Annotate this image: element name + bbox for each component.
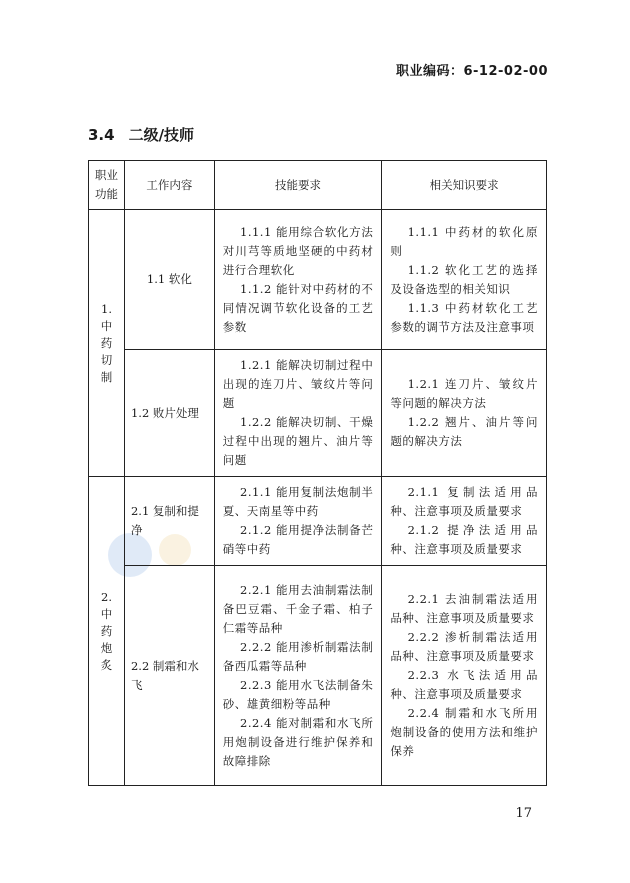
content-cell: 2.2 制霜和水飞 xyxy=(124,566,214,786)
knowledge-cell: 2.2.1 去油制霜法适用品种、注意事项及质量要求 2.2.2 渗析制霜法适用品种、注意事项及质量要求 2.2.3 水飞法适用品种、注意事项及质量要求 2.2.4 制霜和水飞所用炮制设备的使用方法和维护保养 xyxy=(382,566,547,786)
knowledge-cell: 1.2.1 连刀片、皱纹片等问题的解决方法 1.2.2 翘片、油片等问题的解决方法 xyxy=(382,350,547,477)
table-header-row xyxy=(89,161,547,210)
table-row xyxy=(89,566,547,786)
header-knowledge: 相关知识要求 xyxy=(382,161,547,210)
header-skills: 技能要求 xyxy=(214,161,382,210)
section-title: 二级/技师 xyxy=(128,126,195,144)
table-row xyxy=(89,210,547,350)
section-heading xyxy=(88,124,194,145)
header-content: 工作内容 xyxy=(124,161,214,210)
content-cell: 1.1 软化 xyxy=(124,210,214,350)
function-cell: 1. 中 药 切 制 xyxy=(89,210,125,477)
section-number: 3.4 xyxy=(88,126,115,144)
knowledge-cell: 2.1.1 复制法适用品种、注意事项及质量要求 2.1.2 提净法适用品种、注意事项及质量要求 xyxy=(382,477,547,566)
skills-cell: 1.2.1 能解决切制过程中出现的连刀片、皱纹片等问题 1.2.2 能解决切制、干燥过程中出现的翘片、油片等问题 xyxy=(214,350,382,477)
knowledge-cell: 1.1.1 中药材的软化原则 1.1.2 软化工艺的选择及设备选型的相关知识 1.1.3 中药材软化工艺参数的调节方法及注意事项 xyxy=(382,210,547,350)
skills-cell: 1.1.1 能用综合软化方法对川芎等质地坚硬的中药材进行合理软化 1.1.2 能针对中药材的不同情况调节软化设备的工艺参数 xyxy=(214,210,382,350)
skills-table xyxy=(88,160,547,786)
table-row xyxy=(89,350,547,477)
table-row xyxy=(89,477,547,566)
skills-cell: 2.2.1 能用去油制霜法制备巴豆霜、千金子霜、柏子仁霜等品种 2.2.2 能用渗析制霜法制备西瓜霜等品种 2.2.3 能用水飞法制备朱砂、雄黄细粉等品种 2.2.4 能对制霜和水飞所用炮制设备进行维护保养和故障排除 xyxy=(214,566,382,786)
content-cell: 2.1 复制和提净 xyxy=(124,477,214,566)
function-cell: 2. 中 药 炮 炙 xyxy=(89,477,125,786)
content-cell: 1.2 败片处理 xyxy=(124,350,214,477)
page-number: 17 xyxy=(515,806,532,821)
skills-cell: 2.1.1 能用复制法炮制半夏、天南星等中药 2.1.2 能用提净法制备芒硝等中药 xyxy=(214,477,382,566)
occupation-code: 职业编码：6-12-02-00 xyxy=(395,64,548,79)
header-function: 职业功能 xyxy=(89,161,125,210)
